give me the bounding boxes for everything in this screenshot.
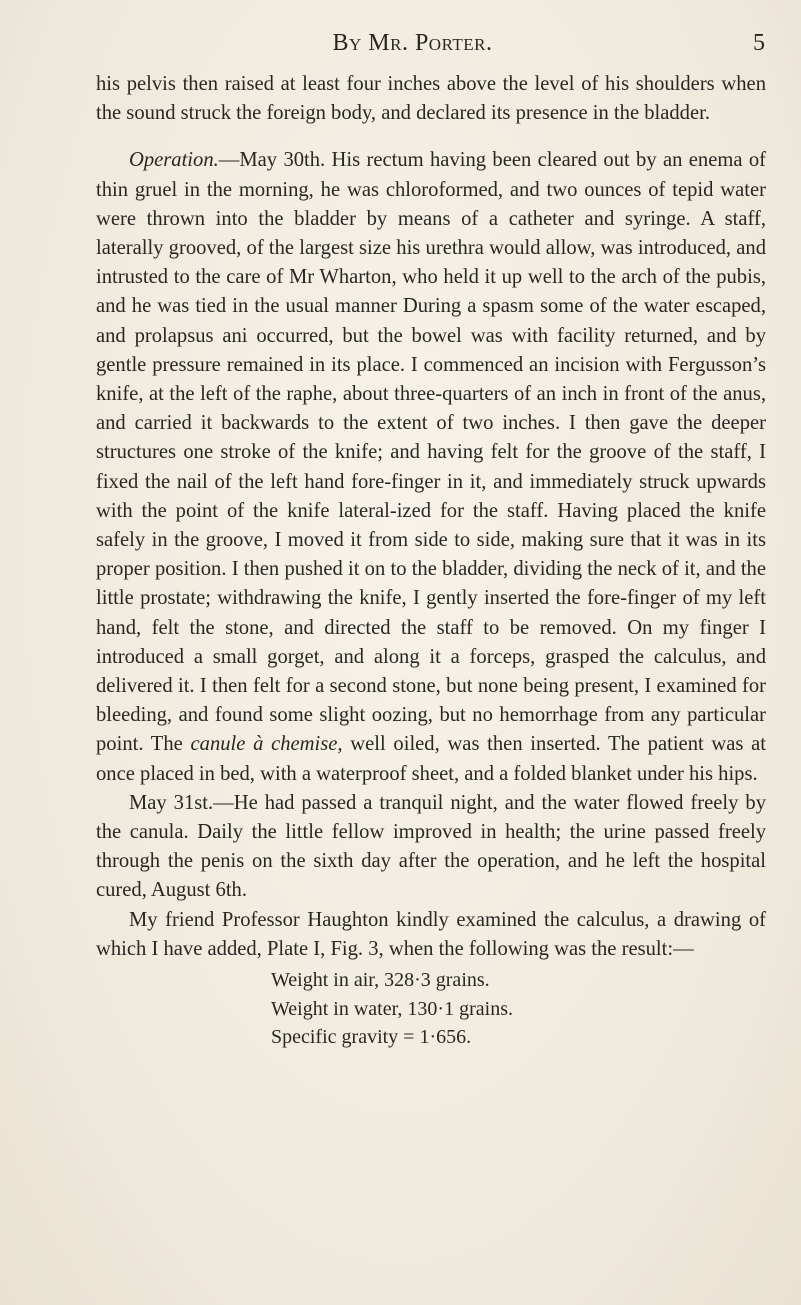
operation-italic-term: canule à chemise, bbox=[190, 733, 343, 756]
operation-heading: Operation. bbox=[128, 149, 219, 172]
calculus-results bbox=[271, 966, 766, 1052]
paragraph-continuation: his pelvis then raised at least four inches above the level of his shoulders when the sound struck the foreign body, and declared its presence in the bladder. bbox=[96, 73, 766, 125]
running-head bbox=[60, 30, 765, 60]
weight-in-water: Weight in water, 130·1 grains. bbox=[271, 997, 513, 1020]
weight-in-air: Weight in air, 328·3 grains. bbox=[271, 969, 490, 992]
paragraph-haughton: My friend Professor Haughton kindly examined the calculus, a drawing of which I have added, Plate I, Fig. 3, when the following was the result:— bbox=[96, 908, 766, 960]
operation-text-a: —May 30th. His rectum having been cleared out by an enema of thin gruel in the morning, he was chloroformed, and two ounces of tepid water were thrown into the bladder by means of a catheter and syringe. A staff, laterally grooved, of the largest size his urethra would allow, was introduced, and intrusted to the care of Mr Wharton, who held it up well to the arch of the pubis, and he was tied in the usual manner During a spasm some of the water escaped, and prolapsus ani occurred, but the bowel was with facility returned, and by gentle pressure remained in its place. I commenced an incision with Fergusson’s knife, at the left of the raphe, about three-quarters of an inch in front of the anus, and carried it backwards to the extent of two inches. I then gave the deeper structures one stroke of the knife; and having felt for the groove of the staff, I fixed the nail of the left hand fore-finger in it, and immediately struck upwards with the point of the knife lateral-ized for the staff. Having placed the knife safely in the groove, I moved it from side to side, making sure that it was in its proper position. I then pushed it on to the bladder, dividing the neck of it, and the little prostate; withdrawing the knife, I gently inserted the fore-finger of my left hand, felt the stone, and directed the staff to be removed. On my finger I introduced a small gorget, and along it a forceps, grasped the calculus, and delivered it. I then felt for a second stone, but none being present, I examined for bleeding, and found some slight oozing, but no hemorrhage from any particular point. The bbox=[96, 149, 766, 756]
running-title: By Mr. Porter. bbox=[332, 30, 493, 56]
specific-gravity: Specific gravity = 1·656. bbox=[271, 1026, 472, 1049]
paragraph-operation bbox=[96, 146, 766, 788]
body-text bbox=[96, 70, 766, 1052]
paragraph-may-31: May 31st.—He had passed a tranquil night, and the water flowed freely by the canula. Daily the little fellow improved in health; the urine passed freely through the penis on the sixth day after the operation, and he left the hospital cured, August 6th. bbox=[96, 791, 766, 902]
page-number: 5 bbox=[753, 30, 765, 56]
operation-text-b: well oiled, was then inserted. The patient was at once placed in bed, with a waterproof sheet, and a folded blanket under his hips. bbox=[96, 733, 766, 785]
